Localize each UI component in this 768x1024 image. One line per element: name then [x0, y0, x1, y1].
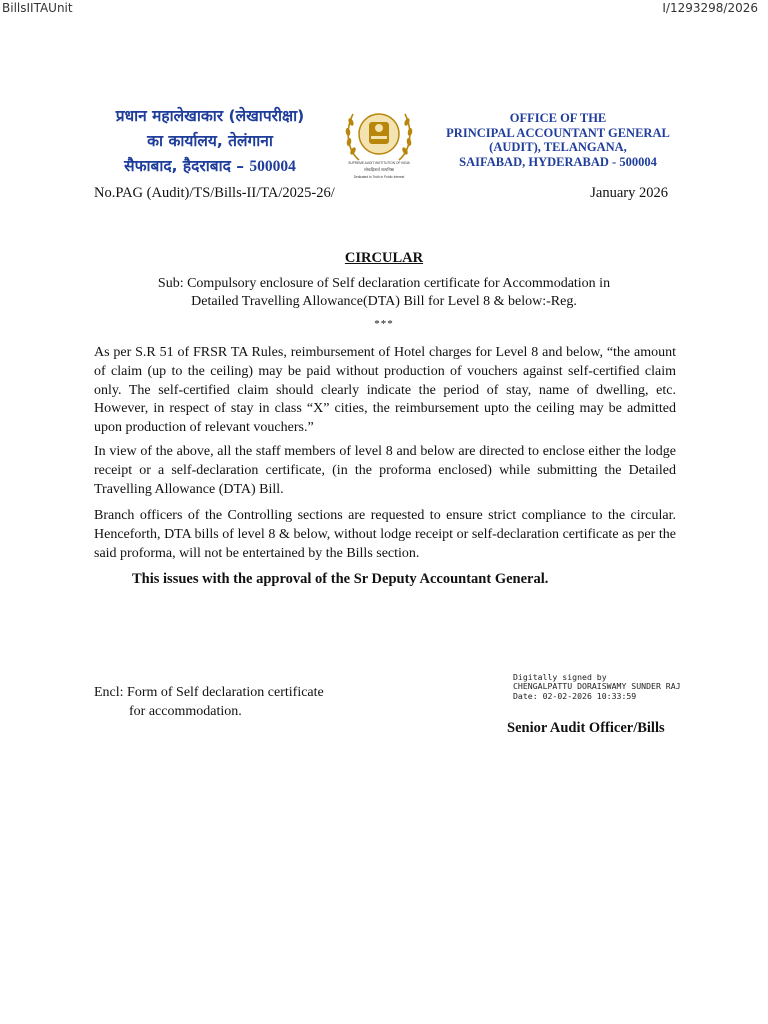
signature-date: Date: 02-02-2026 10:33:59 [513, 690, 637, 701]
cag-emblem-icon [339, 98, 419, 184]
circular-title: CIRCULAR [344, 250, 424, 266]
enclosure-note [94, 684, 324, 721]
document-number: I/1293298/2026 [662, 1, 758, 15]
english-line-4: SAIFABAD, HYDERABAD - 500004 [459, 154, 657, 169]
enclosure-line-1: Encl: Form of Self declaration certificate [94, 685, 324, 700]
hindi-letterhead [94, 104, 326, 179]
subject-line-2: Detailed Travelling Allowance(DTA) Bill for Level 8 & below:-Reg. [191, 293, 577, 309]
separator-stars: *** [374, 318, 394, 330]
enclosure-line-2: for accommodation. [129, 703, 242, 719]
signatory-designation: Senior Audit Officer/Bills [507, 720, 665, 736]
signature-signer: CHENGALPATTU DORAISWAMY SUNDER RAJ [513, 681, 681, 692]
circular-date: January 2026 [590, 185, 668, 201]
emblem-caption-2: लोकहितार्थ सत्यनिष्ठा [364, 167, 394, 172]
subject-line-1: Sub: Compulsory enclosure of Self declaration certificate for Accommodation in [157, 276, 611, 291]
paragraph-rules: As per S.R 51 of FRSR TA Rules, reimbursement of Hotel charges for Level 8 and below, “the amount of claim (up to the ceiling) may be paid without production of vouchers against self-certified claim only. The self-certified claim should clearly indicate the period of stay, name of dwelling, etc. However, in respect of stay in class “X” cities, the reimbursement upto the ceiling may be admitted upon production of relevant vouchers.” [94, 345, 676, 436]
subject [120, 275, 648, 310]
paragraph-directive: In view of the above, all the staff members of level 8 and below are directed to enclose either the lodge receipt or a self-declaration certificate, (in the proforma enclosed) while submitting the Detailed Travelling Allowance (DTA) Bill. [94, 444, 676, 497]
english-line-3: (AUDIT), TELANGANA, [489, 140, 627, 154]
digital-signature [513, 673, 681, 701]
emblem-caption-3: Dedicated to Truth in Public Interest [353, 175, 405, 179]
english-line-2: PRINCIPAL ACCOUNTANT GENERAL [446, 125, 670, 140]
paragraph-compliance: Branch officers of the Controlling sections are requested to ensure strict compliance to the circular. Henceforth, DTA bills of level 8 & below, without lodge receipt or self-declaration certificate as per the said proforma, will not be entertained by the Bills section. [94, 508, 676, 561]
hindi-line-2: का कार्यालय, तेलंगाना [147, 132, 273, 150]
emblem-caption-1: SUPREME AUDIT INSTITUTION OF INDIA [348, 161, 410, 165]
hindi-line-1: प्रधान महालेखाकार (लेखापरीक्षा) [115, 107, 305, 125]
english-line-1: OFFICE OF THE [509, 111, 607, 125]
reference-number: No.PAG (Audit)/TS/Bills-II/TA/2025-26/ [94, 185, 335, 201]
hindi-pin: 500004 [249, 158, 296, 175]
hindi-line-3: सैफाबाद, हैदराबाद – 500004 [124, 157, 296, 175]
english-letterhead [438, 111, 678, 169]
approval-statement: This issues with the approval of the Sr Deputy Accountant General. [132, 571, 549, 587]
bill-unit-label: BillsIITAUnit [2, 1, 73, 15]
signature-line-1: Digitally signed by [513, 672, 607, 682]
